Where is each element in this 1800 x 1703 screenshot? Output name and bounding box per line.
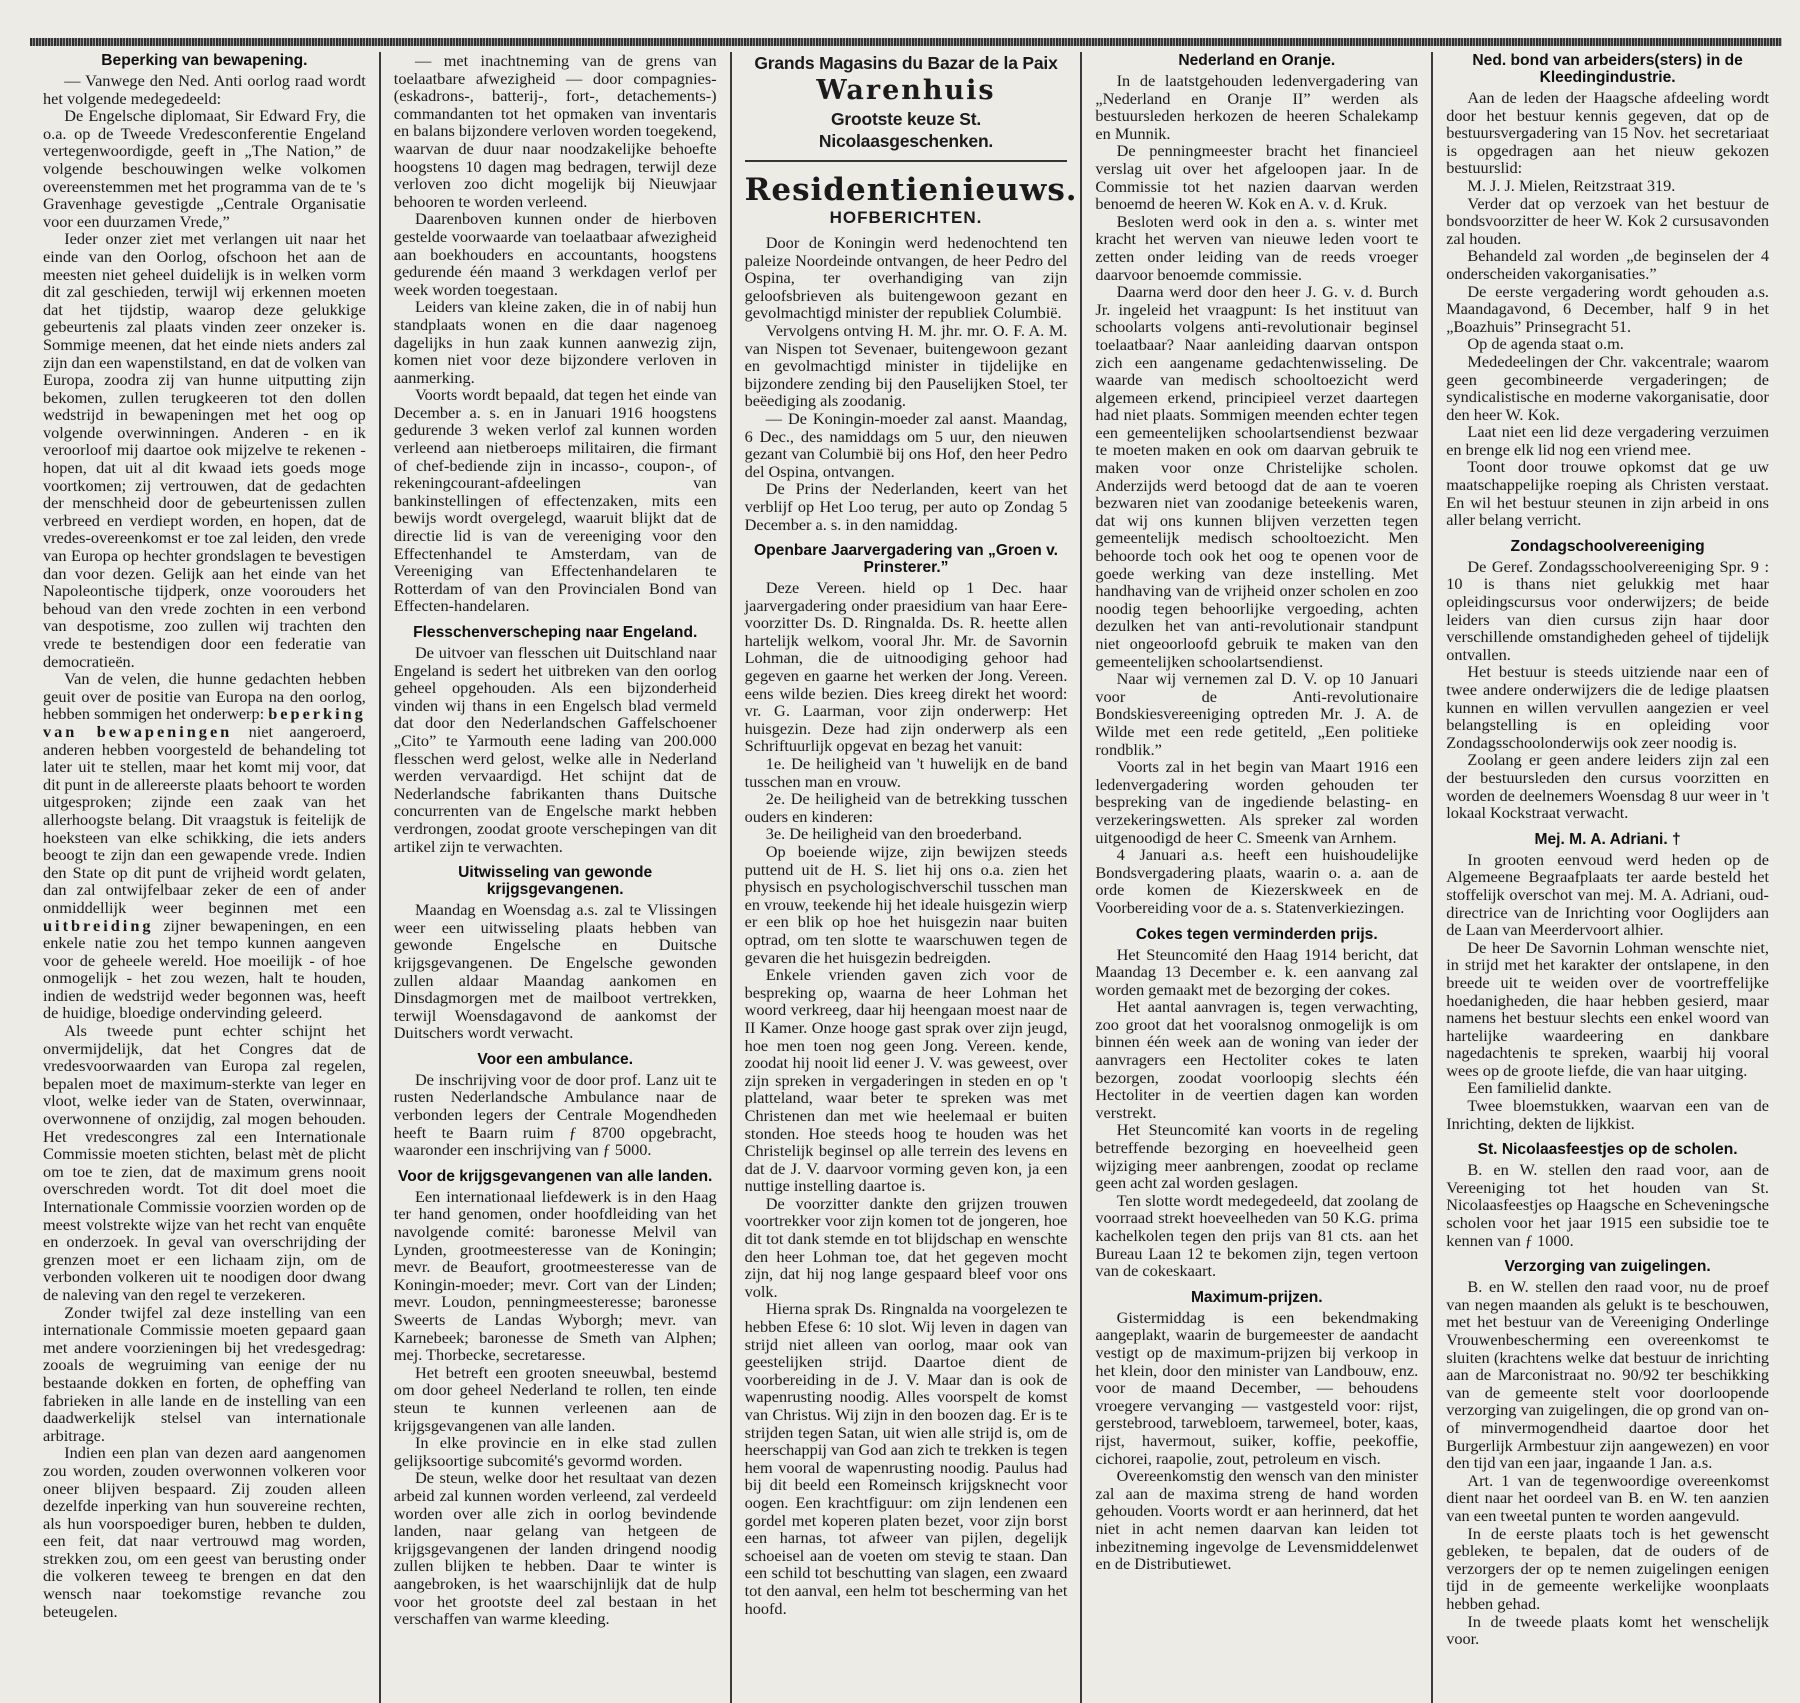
paragraph: Art. 1 van de tegenwoordige overeenkomst dient naar het oordeel van B. en W. ten aanzien van een tweetal punten te worden aangevuld.	[1446, 1470, 1769, 1525]
paragraph: Hierna sprak Ds. Ringnalda na voorgelezen te hebben Efese 6: 10 slot. Wij leven in dagen van strijd niet alleen van oorlog, maar ook van geestelijken strijd. Daartoe dient de voorbereiding in de J. V. Maar dan is ook de wapenrusting noodig. Alles voorspelt de komst van Christus. Wij zijn in den boozen dag. Er is te strijden tegen Satan, uit wien alle strijd is, om de heerschappij van God aan zich te trekken is tegen hem vooral de wapenrusting noodig. Paulus had bij dit beeld een Romeinsch krijgsknecht voor oogen. Een krachtfiguur: om zijn lendenen een gordel met koperen platen bezet, voor zijn borst een harnas, tot afweer van pijlen, degelijk schoeisel aan de voeten om stevig te staan. Dan een schild tot beschutting van slagen, een zwaard tot den aanval, een helm tot bescherming van het hoofd.	[744, 1299, 1068, 1618]
paragraph: Een familielid dankte.	[1467, 1078, 1612, 1098]
paragraph: De Geref. Zondagsschoolvereeniging Spr. 9 : 10 is thans niet gelukkig met haar opleidingscursus voor onderwijzers; de beide leiders van dien cursus zijn haar door verschillende omstandigheden geheel of tijdelijk ontvallen.	[1446, 556, 1769, 664]
paragraph: In elke provincie en in elke stad zullen gelijksoortige subcomité's gevormd worden.	[393, 1433, 717, 1470]
list-item: 3e. De heiligheid van den broederband.	[765, 824, 1023, 844]
headline-cokes: Cokes tegen verminderden prijs.	[1135, 925, 1378, 943]
paragraph: In de laatstgehouden ledenvergadering van „Nederland en Oranje II” werden als bestuursleden herkozen de heeren Schalekamp en Munnik.	[1095, 71, 1419, 143]
headline-maximum-prijzen: Maximum-prijzen.	[1190, 1288, 1323, 1306]
paragraph: M. J. J. Mielen, Reitzstraat 319.	[1467, 175, 1676, 195]
paragraph: Indien een plan van dezen aard aangenomen zou worden, zouden overwonnen volkeren voor oneer blijven bespaard. Zij zouden alleen dezelfde inperking van hun souvereine rechten, als hun voorspoediger buren, hebben te dulden, een feit, dat naar vertrouwd mag worden, strekken zou, om een geest van berusting onder die volkeren teweeg te brengen en dat den wensch naar toekomstige revanche zou beteugelen.	[43, 1443, 366, 1621]
paragraph: Het aantal aanvragen is, tegen verwachting, zoo groot dat het vooralsnog onmogelijk is om binnen één week aan de woning van ieder der aanvragers een Hectoliter cokes te laten bezorgen, zoodat voorloopig slechts één Hectoliter in de veertien dagen kan worden verstrekt.	[1095, 997, 1419, 1122]
paragraph: Aan de leden der Haagsche afdeeling wordt door het bestuur kennis gegeven, dat op de bestuursvergadering van 15 Nov. het secretariaat is opgedragen aan het nieuw gekozen bestuurslid:	[1446, 88, 1769, 178]
paragraph: Op boeiende wijze, zijn bewijzen steeds puttend uit de H. S. liet hij ons o.a. zien het physisch en psychologischverschil tusschen man en vrouw, teekende hij het ideale huisgezin wierp er een blik op hoe het huisgezin naar buiten optrad, om ten slotte te waarschuwen tegen de gevaren die het huisgezin bedreigden.	[744, 842, 1068, 967]
paragraph: Leiders van kleine zaken, die in of nabij hun standplaats wonen en die daar nagenoeg dagelijks in hun zaak kunnen aanwezig zijn, komen niet voor deze bijzondere verloven in aanmerking.	[393, 297, 717, 387]
paragraph: Deze Vereen. hield op 1 Dec. haar jaarvergadering onder praesidium van haar Eere-voorzitter Ds. D. Ringnalda. Ds. R. heette allen hartelijk welkom, vooral Jhr. Mr. de Savornin Lohman, die de uitnoodiging gehoor had gegeven en gaarne het werken der Jong. Vereen. eens wilde bezien. Dies kreeg direkt het woord: vr. G. Laarman, voor zijn onderwerp: Het huisgezin. Deze had zijn onderwerp als een Schriftuurlijk opgevat en bezag het vanuit:	[744, 578, 1068, 756]
paragraph: Ten slotte wordt medegedeeld, dat zoolang de voorraad strekt hoeveelheden van 50 K.G. prima kachelkolen tegen den prijs van 81 cts. aan het Bureau Laan 12 te bekomen zijn, tegen vertoon van de cokeskaart.	[1095, 1190, 1419, 1281]
headline-uitwisseling: Uitwisseling van gewonde krijgsgevangenen.	[458, 864, 653, 899]
paragraph: In de eerste plaats toch is het gewenscht gebleken, te bepalen, dat de ouders of de verzorgers der op te nemen zuigelingen eenigen tijd in de gemeente werkelijke woonplaats hebben gehad.	[1446, 1523, 1769, 1613]
advertisement	[745, 52, 1068, 162]
paragraph: B. en W. stellen den raad voor, aan de Vereeniging tot het houden van St. Nicolaasfeestjes op Haagsche en Scheveningsche scholen voor het jaar 1915 een subsidie toe te kennen van ƒ 1000.	[1446, 1160, 1769, 1250]
headline-st-nicolaas: St. Nicolaasfeestjes op de scholen.	[1477, 1141, 1738, 1159]
paragraph: Overeenkomstig den wensch van den minister zal aan de maxima streng de hand worden gehouden. Voorts wordt er aan herinnerd, dat het niet in acht nemen daarvan kan leiden tot inbezitneming ingevolge de Levensmiddelenwet en de Distributiewet.	[1095, 1466, 1419, 1574]
paragraph: Daarna werd door den heer J. G. v. d. Burch Jr. ingeleid het vraagpunt: Is het instituut van schoolarts volgens anti-revolutionair beginsel toelaatbaar? Naar aanleiding daarvan ontspon zich een aangename gedachtenwisseling. De waarde van medisch schooltoezicht werd algemeen erkend, principieel verzet daartegen had niet plaats. Sommigen meenden echter tegen een gemeentelijken schoolartsendienst bezwaar te moeten maken en ook om daarvan gebruik te maken voor onze Christelijke scholen. Anderzijds werd betoogd dat de aan te voeren bezwaren niet van zoodanige beteekenis waren, dat wij ons kunnen blijven verzetten tegen gemeentelijk medisch schooltoezicht. Men behoorde toch ook het oog te openen voor de goede werking van deze instelling. Met handhaving van de vrijheid onzer scholen en zoo noodig tegen behoorlijke vergoeding, achten dezulken het van anti-revolutionair standpunt niet ongeoorloofd gebruik te maken van den gemeentelijken schoolartsendienst.	[1095, 282, 1419, 671]
emphasis-text: uitbreiding	[43, 915, 154, 935]
headline-nederland-oranje: Nederland en Oranje.	[1178, 52, 1336, 69]
paragraph: De inschrijving voor de door prof. Lanz uit te rusten Nederlandsche Ambulance naar de verbonden legers der Centrale Mogendheden heeft te Baarn ruim ƒ 8700 opgebracht, waaronder een inschrijving van ƒ 5000.	[393, 1069, 717, 1160]
paragraph: Mededeelingen der Chr. vakcentrale; waarom geen gecombineerde vergaderingen; de syndicalistische en moderne vakorganisatie, door den heer W. Kok.	[1446, 351, 1769, 424]
paragraph: Een internationaal liefdewerk is in den Haag ter hand genomen, onder hoofdleiding van het navolgende comité: baronesse Melvil van Lynden, grootmeesteresse van de Koningin; mevr. de Beaufort, grootmeesteresse van de Koningin-moeder; mevr. Cort van der Linden; mevr. Loudon, penningmeesteresse; baronesse Sweerts de Landas Wyborgh; mevr. van Karnebeek; baronesse de Smeth van Alphen; mej. Thorbecke, secretaresse.	[393, 1186, 717, 1365]
emphasis-text: beperking van bewapeningen	[43, 704, 366, 741]
masthead	[744, 172, 1078, 228]
paragraph: 4 Januari a.s. heeft een huishoudelijke Bondsvergadering plaats, waarin o. a. aan de orde komen de Kiezerskweek en de Voorbereiding voor de a. s. Statenverkiezingen.	[1095, 845, 1419, 917]
paragraph: Daarenboven kunnen onder de hierboven gestelde voorwaarde van toelaatbaar afwezigheid aan boekhouders en accountants, hoogstens gedurende één maand 3 werkdagen verlof per week worden toegestaan.	[393, 209, 717, 299]
paragraph: Behandeld zal worden „de beginselen der 4 onderscheiden vakorganisaties.”	[1446, 246, 1769, 283]
masthead-title: Residentienieuws.	[744, 172, 1078, 208]
paragraph: Naar wij vernemen zal D. V. op 10 Januari voor de Anti-revolutionaire Bondskiesvereeniging optreden Mr. J. A. de Wilde met een rede getiteld, „Een politieke rondblik.”	[1095, 669, 1419, 759]
masthead-subtitle: HOFBERICHTEN.	[829, 208, 983, 227]
paragraph: De eerste vergadering wordt gehouden a.s. Maandagavond, 6 December, half 9 in het „Boazhuis” Prinsegracht 51.	[1446, 281, 1769, 336]
headline-beperking: Beperking van bewapening.	[101, 52, 308, 69]
paragraph: Voorts zal in het begin van Maart 1916 een ledenvergadering worden gehouden ter bespreking van de ingediende belasting- en verzekeringswetten. Als spreker zal worden uitgenoodigd de heer C. Smeenk van Arnhem.	[1095, 757, 1419, 847]
paragraph: In de tweede plaats komt het wenschelijk voor.	[1446, 1611, 1769, 1649]
headline-ambulance: Voor een ambulance.	[477, 1050, 634, 1068]
headline-kleedingindustrie: Ned. bond van arbeiders(sters) in de Kleedingindustrie.	[1472, 52, 1743, 86]
paragraph: Zonder twijfel zal deze instelling van een internationale Commissie moeten gepaard gaan met andere voorzieningen bij het vredesgedrag: zooals de wegruiming van eenige der nu bestaande dokken en forten, de opheffing van fabrieken in alle lande en de instelling van een daadwerkelijk stelsel van internationale arbitrage.	[43, 1302, 366, 1445]
paragraph: Twee bloemstukken, waarvan een van de Inrichting, dekten de lijkkist.	[1446, 1096, 1769, 1133]
paragraph: Ieder onzer ziet met verlangen uit naar het einde van den Oorlog, ofschoon het aan de meesten niet geheel duidelijk is in welken vorm dit zal geschieden, terwijl wij erkennen moeten dat het tijdstip, waarop deze gelukkige gebeurtenis zal plaats vinden zeer onzeker is. Sommige meenen, dat het einde niets anders zal zijn dan een wapenstilstand, en dat de volken van Europa, zoodra zij van hunne uitputting zijn bekomen, zullen terugkeeren tot den dollen wedstrijd in bewapeningen met het oog op volgende overwinningen. Anderen - en ik veroorloof mij daartoe ook mijzelve te rekenen - hopen, dat uit al dit kwaad iets goeds moge voortkomen; zij vertrouwen, dat de gedachten der menschheid door de gebeurtenissen zullen verbreed en verdiept worden, en hopen, dat de vredes-overeenkomst er toe zal leiden, den vrede van Europa op hechter grondslagen te bevestigen dan voor dezen. Gelijk aan het einde van het Napoleontische tijdperk, onze voorouders het behoud van den vrede zochten in een verbond van despotisme, zoo zullen wij trachten den vrede te bestendigen door een federatie van democratieën.	[43, 229, 366, 671]
column-2	[381, 52, 732, 1703]
paragraph: Het bestuur is steeds uitziende naar een of twee andere onderwijzers die de ledige plaatsen kunnen en willen vervullen aangezien er veel belangstelling is en opleiding voor Zondagsschoolonderwijs ook zeer noodig is.	[1446, 662, 1769, 752]
paragraph: Het betreft een grooten sneeuwbal, bestemd om door geheel Nederland te rollen, ten einde steun te kunnen verleenen aan de krijgsgevangenen van alle landen.	[393, 1362, 717, 1435]
headline-flesschen: Flesschenverscheping naar Engeland.	[413, 624, 698, 641]
headline-zuigelingen: Verzorging van zuigelingen.	[1504, 1258, 1711, 1276]
paragraph: Voorts wordt bepaald, dat tegen het einde van December a. s. en in Januari 1916 hoogstens gedurende 3 weken verlof zal kunnen worden verleend aan nietberoeps militairen, die firmant of chef-bediende zijn in incasso-, coupon-, of rekeningcourant-afdeelingen van bankinstellingen of effectenzaken, mits een bewijs wordt overgelegd, waaruit blijkt dat de directie lid is van de vereeniging voor den Effectenhandel te Amsterdam, van de Vereeniging van Effectenhandelaren te Rotterdam of van den Provincialen Bond van Effecten-handelaren.	[393, 385, 717, 616]
ad-line-2: Warenhuis	[816, 75, 996, 106]
ad-line-1: Grands Magasins du Bazar de la Paix	[754, 53, 1058, 73]
paragraph: Gistermiddag is een bekendmaking aangeplakt, waarin de burgemeester de aandacht vestigt op de maximum-prijzen bij verkoop in het klein, door den minister van Landbouw, enz. voor de maand December, — behoudens vroegere vervanging — vastgesteld voor: rijst, gerstebrood, tarwebloem, tarwemeel, boter, kaas, rijst, havermout, suiker, koffie, peekoffie, cichorei, raapolie, zout, petroleum en visch.	[1095, 1307, 1419, 1468]
column-3	[732, 52, 1083, 1703]
headline-zondagschool: Zondagschoolvereeniging	[1510, 537, 1705, 555]
paragraph: De voorzitter dankte den grijzen trouwen voortrekker voor zijn komen tot de jongeren, hoe dit tot dank stemde en tot blijdschap en wenschte den heer Lohman toe, dat het gegeven mocht zijn, dat hij nog lange gespaard bleef voor ons volk.	[744, 1193, 1068, 1301]
paragraph	[43, 670, 366, 1022]
paragraph: Als tweede punt echter schijnt het onvermijdelijk, dat het Congres dat de vredesvoorwaarden van Europa zal regelen, bepalen moet de maximum-sterkte van leger en vloot, welke ieder van de Staten, overwinnaar, overwonnene of onzijdig, zal mogen behouden. Het vredescongres zal een Internationale Commissie moeten stichten, belast mèt de plicht om toe te zien, dat de maximum grens nooit overschreden wordt. Tot dit doel moet die Internationale Commissie voorzien worden op de meest volstrekte wijze van het recht van enquête en onderzoek. In geval van overschrijding der grenzen moet er een lichaam zijn, om de verbonden volkeren uit te noodigen door dwang de naleving van den regel te verzekeren.	[43, 1021, 366, 1304]
list-item: 2e. De heiligheid van de betrekking tusschen ouders en kinderen:	[744, 789, 1068, 826]
paragraph: Vervolgens ontving H. M. jhr. mr. O. F. A. M. van Nispen tot Sevenaer, buitengewoon gezant en gevolmachtigd minister in tijdelijke en bijzondere zending bij den Pauselijken Stoel, ter beëediging als zoodanig.	[744, 320, 1068, 411]
paragraph: In grooten eenvoud werd heden op de Algemeene Begraafplaats ter aarde besteld het stoffelijk overschot van mej. M. A. Adriani, oud-directrice van de Inrichting voor Ooglijders aan de Laan van Meerdervoort alhier.	[1446, 849, 1769, 940]
paragraph: Het Steuncomité den Haag 1914 bericht, dat Maandag 13 December e. k. een aanvang zal worden gemaakt met de bezorging der cokes.	[1095, 944, 1419, 999]
paragraph: — met inachtneming van de grens van toelaatbare afwezigheid — door compagnies- (eskadrons-, batterij-, fort-, detachements-) commandanten tot het opmaken van inventaris en balans bijzondere verloven worden toegekend, waarvan de duur naar noodzakelijke behoefte hoogstens 10 dagen mag bedragen, terwijl deze verloven zoo dicht mogelijk bij Nieuwjaar behooren te worden verleend.	[393, 52, 717, 211]
paragraph: — Vanwege den Ned. Anti oorlog raad wordt het volgende medegedeeld:	[43, 71, 366, 108]
columns	[30, 52, 1782, 1703]
headline-adriani: Mej. M. A. Adriani. †	[1534, 830, 1681, 848]
paragraph: Besloten werd ook in den a. s. winter met kracht het werven van nieuwe leden voort te zetten onder leiding van de reeds vroeger daarvoor benoemde commissie.	[1095, 211, 1419, 284]
paragraph: Verder dat op verzoek van het bestuur de bondsvoorzitter de heer W. Kok 2 cursusavonden zal houden.	[1446, 193, 1769, 248]
headline-krijgsgevangenen: Voor de krijgsgevangenen van alle landen.	[398, 1167, 713, 1185]
paragraph: Toont door trouwe opkomst dat ge uw maatschappelijke roeping als Christen verstaat. En wil het bestuur steunen in zijn arbeid in ons aller belang verricht.	[1446, 457, 1769, 530]
column-1	[30, 52, 381, 1703]
column-5	[1433, 52, 1782, 1703]
paragraph: Door de Koningin werd hedenochtend ten paleize Noordeinde ontvangen, de heer Pedro del Ospina, ter overhandiging van zijn geloofsbrieven als buitengewoon gezant en gevolmachtigd minister der republiek Columbië.	[744, 233, 1068, 323]
paragraph: — De Koningin-moeder zal aanst. Maandag, 6 Dec., des namiddags om 5 uur, den nieuwen gezant van Columbië bij ons Hof, den heer Pedro del Ospina, ontvangen.	[744, 408, 1068, 481]
headline-groen-v-prinsterer: Openbare Jaarvergadering van „Groen v. Prinsterer.”	[754, 542, 1058, 577]
paragraph: De penningmeester bracht het financieel verslag uit over het afgeloopen jaar. In de Commissie tot het nazien daarvan werden benoemd de heeren W. Kok en A. v. d. Kruk.	[1095, 141, 1419, 214]
paragraph: De Engelsche diplomaat, Sir Edward Fry, die o.a. op de Tweede Vredesconferentie Engeland vertegenwoordigde, geeft in „The Nation,” de volgende beschouwingen welke volkomen overeenstemmen met het programma van de te 's Gravenhage gevestigde „Centrale Organisatie voor een duurzamen Vrede,”	[43, 106, 366, 231]
paragraph: De uitvoer van flesschen uit Duitschland naar Engeland is sedert het uitbreken van den oorlog geheel opgehouden. Als een bijzonderheid vinden wij thans in een Engelsch blad vermeld dat door den Nederlandschen Gaffelschoener „Cito” te Yarmouth eene lading van 200.000 flesschen werd gelost, welke alle in Nederland werden vervaardigd. Het schijnt dat de Nederlandsche fabrikanten thans Duitsche concurrenten van de Engelsche markt hebben verdrongen, zoodat groote verschepingen van dit artikel zijn te verwachten.	[393, 643, 717, 856]
text-span: Van de velen, die hunne gedachten hebben geuit over de positie van Europa na den oorlog, hebben sommigen het onderwerp:	[43, 669, 366, 724]
paragraph: Maandag en Woensdag a.s. zal te Vlissingen weer een uitwisseling plaats hebben van gewonde Engelsche en Duitsche krijgsgevangenen. De Engelsche gewonden zullen aldaar Maandag aankomen en Dinsdagmorgen met de mailboot vertrekken, terwijl Woensdagavond de aankomst der Duitschers wordt verwacht.	[393, 900, 717, 1043]
paragraph: Laat niet een lid deze vergadering verzuimen en brenge elk lid nog een vriend mee.	[1446, 422, 1769, 459]
top-rule	[30, 38, 1782, 46]
text-span: zijner bewapeningen, en een enkele natie zou het tempo kunnen aangeven voor de geheele wereld. Hoe moeilijk - of hoe onmogelijk - het zou wezen, halt te houden, indien de wedstrijd weder begonnen was, heeft de huidige, bloedige ondervinding geleerd.	[43, 915, 366, 1023]
ad-line-3: Grootste keuze St. Nicolaasgeschenken.	[818, 109, 994, 151]
paragraph: De heer De Savornin Lohman wenschte niet, in strijd met het karakter der ontslapene, in den breede uit te weiden over de voortreffelijke hoedanigheden, die haar hebben gesierd, maar namens het bestuur slechts een enkel woord van hartelijke waardeering en dankbare nagedachtenis te spreken, waarbij hij vooral wees op de groote liefde, die van haar uitging.	[1446, 937, 1769, 1080]
paragraph: De Prins der Nederlanden, keert van het verblijf op Het Loo terug, per auto op Zondag 5 December a. s. in den namiddag.	[744, 479, 1068, 534]
column-4	[1082, 52, 1433, 1703]
paragraph: Enkele vrienden gaven zich voor de bespreking op, waarna de heer Lohman het woord verkreeg, daar hij heengaan moest naar de II Kamer. Onze hooge gast sprak over zijn jeugd, hoe men toen nog geen Jong. Vereen. kende, zoodat hij nooit lid eener J. V. was geweest, over zijn spreken in vergaderingen in steden en op 't platteland, waar beter te spreken was met Christenen dan met wie heelemaal er buiten stonden. Hoe steeds hoog te houden was het Christelijk beginsel op alle terrein des levens en dat de J. V. daarvoor vorming geven kon, ja een nuttige instelling daartoe is.	[744, 965, 1068, 1196]
text-span: niet aangeroerd, anderen hebben voorgesteld de behandeling tot later uit te stellen, maar het komt mij voor, dat dit punt in de allereerste plaats behoort te worden uitgesproken; zijnde een zaak van het allerhoogste belang. Dit vraagstuk is feitelijk de hoeksteen van elke schikking, die iets anders beoogt te zijn dan een gewapende vrede. Indien den State op dit punt de vrijheid wordt gelaten, dan zal ontwijfelbaar zeker de een of ander onmiddellijk weer beginnen met een	[43, 721, 366, 917]
list-item: 1e. De heiligheid van 't huwelijk en de band tusschen man en vrouw.	[744, 754, 1068, 791]
paragraph: Zoolang er geen andere leiders zijn zal een der bestuursleden den cursus voorzitten en worden de deelnemers Woensdag 8 uur weer in 't lokaal Kockstraat verwacht.	[1446, 750, 1769, 823]
paragraph: De steun, welke door het resultaat van dezen arbeid zal kunnen worden verleend, zal verdeeld worden over alle zich in oorlog bevindende landen, naar gelang van hetgeen de krijgsgevangenen der landen dringend noodig zullen blijken te hebben. Daar te winter is aangebroken, is het waarschijnlijk dat de hulp voor het grootste deel zal bestaan in het verschaffen van warme kleeding.	[393, 1468, 717, 1629]
paragraph: Het Steuncomité kan voorts in de regeling betreffende bezorging en hoeveelheid geen wijziging meer aanbrengen, zoodat op reclame geen acht zal worden geslagen.	[1095, 1120, 1419, 1193]
paragraph: Op de agenda staat o.m.	[1467, 334, 1624, 354]
paragraph: B. en W. stellen den raad voor, nu de proef van negen maanden als gelukt is te beschouwen, met het bestuur van de Vereeniging Onderlinge Vrouwenbescherming een overeenkomst te sluiten (krachtens welke dat bestuur de inrichting aan de Marconistraat no. 90/92 ter beschikking van de gemeente stelt voor doorloopende verzorging van zuigelingen, die op grond van on- of minvermogendheid daartoe door het Burgerlijk Armbestuur zijn aangewezen) en voor den tijd van een jaar, ingaande 1 Jan. a.s.	[1446, 1277, 1769, 1473]
